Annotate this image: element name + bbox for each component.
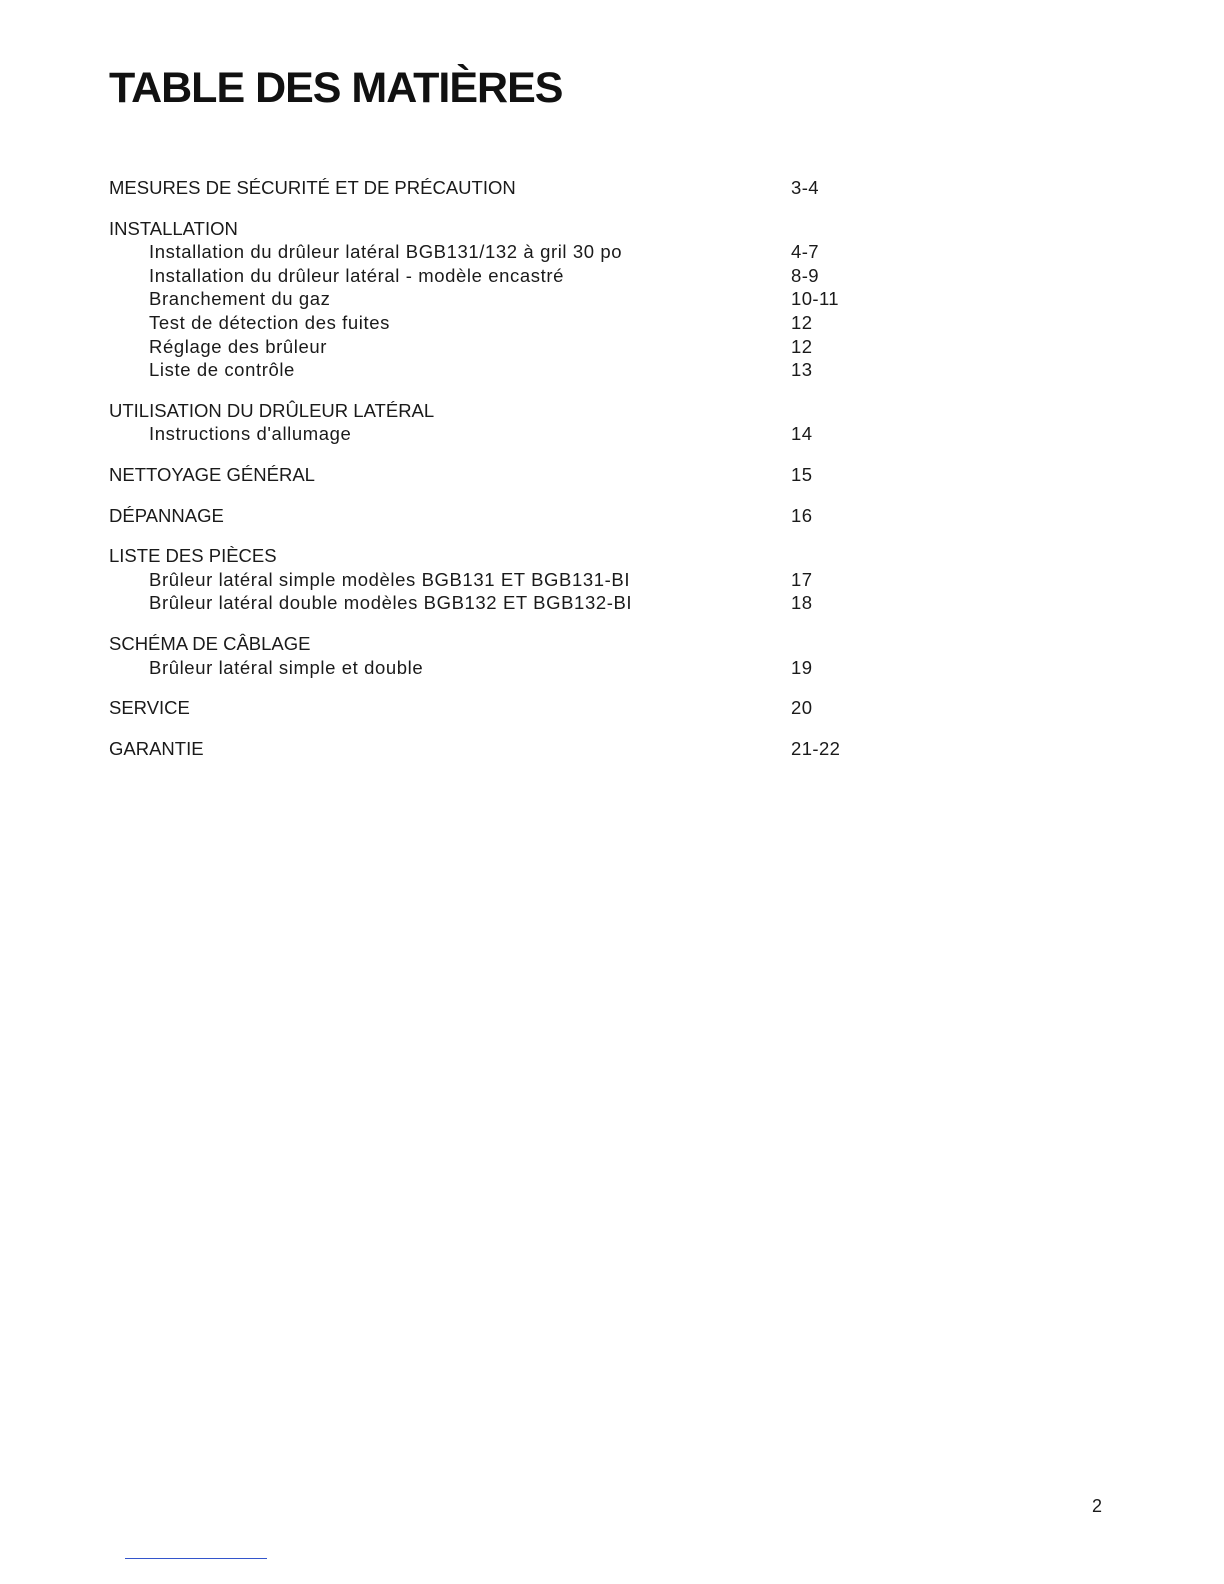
page-title: TABLE DES MATIÈRES (109, 64, 563, 112)
toc-heading-row (109, 504, 909, 528)
toc-heading-label: NETTOYAGE GÉNÉRAL (109, 463, 315, 485)
toc-item-page: 8-9 (791, 264, 819, 286)
toc-item-row (109, 422, 909, 446)
toc-section (109, 463, 909, 487)
toc-heading-row (109, 463, 909, 487)
toc-section (109, 696, 909, 720)
toc-item-row (109, 240, 909, 264)
toc-item-label: Branchement du gaz (149, 288, 331, 310)
toc-item-row (109, 335, 909, 359)
table-of-contents (109, 176, 909, 777)
toc-heading-label: MESURES DE SÉCURITÉ ET DE PRÉCAUTION (109, 177, 516, 198)
toc-heading-page: 20 (791, 697, 813, 719)
toc-item-page: 17 (791, 568, 813, 590)
toc-heading-row (109, 632, 909, 656)
toc-heading-page: 3-4 (791, 177, 819, 198)
toc-heading-row (109, 737, 909, 761)
toc-item-label: Brûleur latéral double modèles BGB132 ET BGB132-BI (149, 592, 633, 614)
toc-item-label: Brûleur latéral simple modèles BGB131 ET BGB131-BI (149, 568, 631, 590)
toc-heading-label: INSTALLATION (109, 217, 238, 239)
toc-item-label: Réglage des brûleur (149, 335, 328, 357)
toc-item-page: 13 (791, 359, 813, 381)
toc-section (109, 217, 909, 382)
toc-heading-page: 16 (791, 504, 813, 526)
toc-item-label: Brûleur latéral simple et double (149, 656, 424, 678)
toc-heading-label: LISTE DES PIÈCES (109, 545, 277, 567)
toc-heading-row (109, 544, 909, 568)
toc-item-page: 10-11 (791, 288, 839, 310)
toc-item-row (109, 287, 909, 311)
toc-section (109, 504, 909, 528)
toc-item-page: 18 (791, 592, 813, 614)
toc-heading-label: SERVICE (109, 697, 190, 719)
toc-item-row (109, 591, 909, 615)
toc-heading-row (109, 399, 909, 423)
toc-item-label: Instructions d'allumage (149, 423, 352, 445)
toc-item-row (109, 656, 909, 680)
toc-item-label: Installation du drûleur latéral BGB131/132 à gril 30 po (149, 241, 623, 263)
toc-item-label: Liste de contrôle (149, 359, 295, 381)
toc-item-page: 14 (791, 423, 813, 445)
toc-item-label: Test de détection des fuites (149, 311, 390, 333)
toc-section (109, 737, 909, 761)
toc-heading-page: 21-22 (791, 737, 841, 759)
toc-heading-page: 15 (791, 463, 813, 485)
toc-section (109, 544, 909, 615)
toc-section (109, 399, 909, 446)
toc-heading-label: DÉPANNAGE (109, 504, 224, 526)
toc-item-page: 4-7 (791, 241, 819, 263)
footer-rule (125, 1558, 267, 1559)
toc-item-row (109, 358, 909, 382)
toc-item-row (109, 264, 909, 288)
toc-item-page: 19 (791, 656, 813, 678)
toc-item-row (109, 568, 909, 592)
toc-item-page: 12 (791, 335, 813, 357)
toc-heading-label: GARANTIE (109, 737, 204, 759)
toc-item-label: Installation du drûleur latéral - modèle encastré (149, 264, 565, 286)
toc-item-row (109, 311, 909, 335)
toc-heading-row (109, 217, 909, 241)
toc-section (109, 632, 909, 679)
page-number: 2 (1092, 1496, 1103, 1516)
toc-heading-label: UTILISATION DU DRÛLEUR LATÉRAL (109, 399, 435, 421)
toc-heading-row (109, 696, 909, 720)
toc-item-page: 12 (791, 311, 813, 333)
toc-heading-label: SCHÉMA DE CÂBLAGE (109, 632, 311, 654)
toc-section (109, 176, 909, 200)
toc-heading-row (109, 176, 909, 200)
